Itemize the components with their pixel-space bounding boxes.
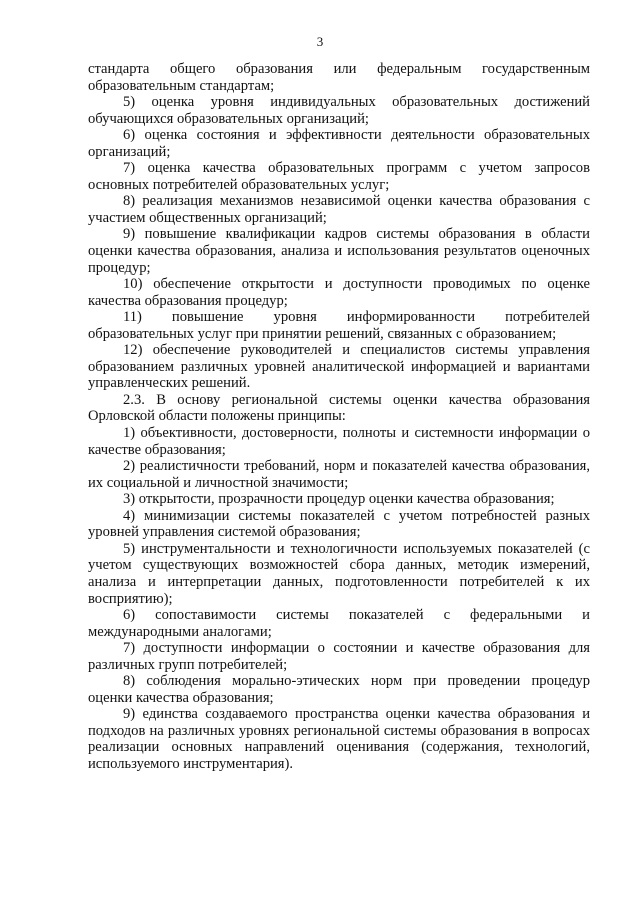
principle-item-7: 7) доступности информации о состоянии и качестве образования для различных групп потребителей; xyxy=(88,640,590,673)
principle-item-3: 3) открытости, прозрачности процедур оценки качества образования; xyxy=(123,491,555,508)
paragraph-item-6: 6) оценка состояния и эффективности деятельности образовательных организаций; xyxy=(88,127,590,160)
paragraph-item-12: 12) обеспечение руководителей и специалистов системы управления образованием различных уровней аналитической информацией и вариантами управленческих решений. xyxy=(88,342,590,392)
page-number: 3 xyxy=(316,34,324,49)
section-2-3-heading-paragraph: 2.3. В основу региональной системы оценки качества образования Орловской области положены принципы: xyxy=(88,391,590,425)
paragraph-item-9: 9) повышение квалификации кадров системы образования в области оценки качества образования, анализа и использования результатов оценочных процедур; xyxy=(88,226,590,276)
principle-item-5: 5) инструментальности и технологичности используемых показателей (с учетом существующих возможностей сбора данных, методик измерений, анализа и интерпретации данных, подготовленности потребителей к их восприятию); xyxy=(88,540,590,607)
paragraph-item-7: 7) оценка качества образовательных программ с учетом запросов основных потребителей образовательных услуг; xyxy=(88,160,590,193)
document-body xyxy=(88,61,590,773)
principle-item-6: 6) сопоставимости системы показателей с федеральными и международными аналогами; xyxy=(88,607,590,640)
principle-item-9: 9) единства создаваемого пространства оценки качества образования и подходов на различных уровнях региональной системы образования в вопросах реализации основных направлений оценивания (содержания, технологий, используемого инструментария). xyxy=(88,706,590,772)
principle-item-2: 2) реалистичности требований, норм и показателей качества образования, их социальной и личностной значимости; xyxy=(88,458,590,491)
paragraph-item-5: 5) оценка уровня индивидуальных образовательных достижений обучающихся образовательных организаций; xyxy=(88,94,590,127)
paragraph-continuation: стандарта общего образования или федеральным государственным образовательным стандартам; xyxy=(88,61,590,94)
principle-item-1: 1) объективности, достоверности, полноты и системности информации о качестве образования; xyxy=(88,425,590,458)
paragraph-item-11: 11) повышение уровня информированности потребителей образовательных услуг при принятии решений, связанных с образованием; xyxy=(88,309,590,342)
paragraph-item-8: 8) реализация механизмов независимой оценки качества образования с участием общественных организаций; xyxy=(88,193,590,226)
paragraph-item-10: 10) обеспечение открытости и доступности проводимых по оценке качества образования процедур; xyxy=(88,276,590,309)
principle-item-4: 4) минимизации системы показателей с учетом потребностей разных уровней управления системой образования; xyxy=(88,507,590,541)
principle-item-8: 8) соблюдения морально-этических норм при проведении процедур оценки качества образования; xyxy=(88,673,590,706)
